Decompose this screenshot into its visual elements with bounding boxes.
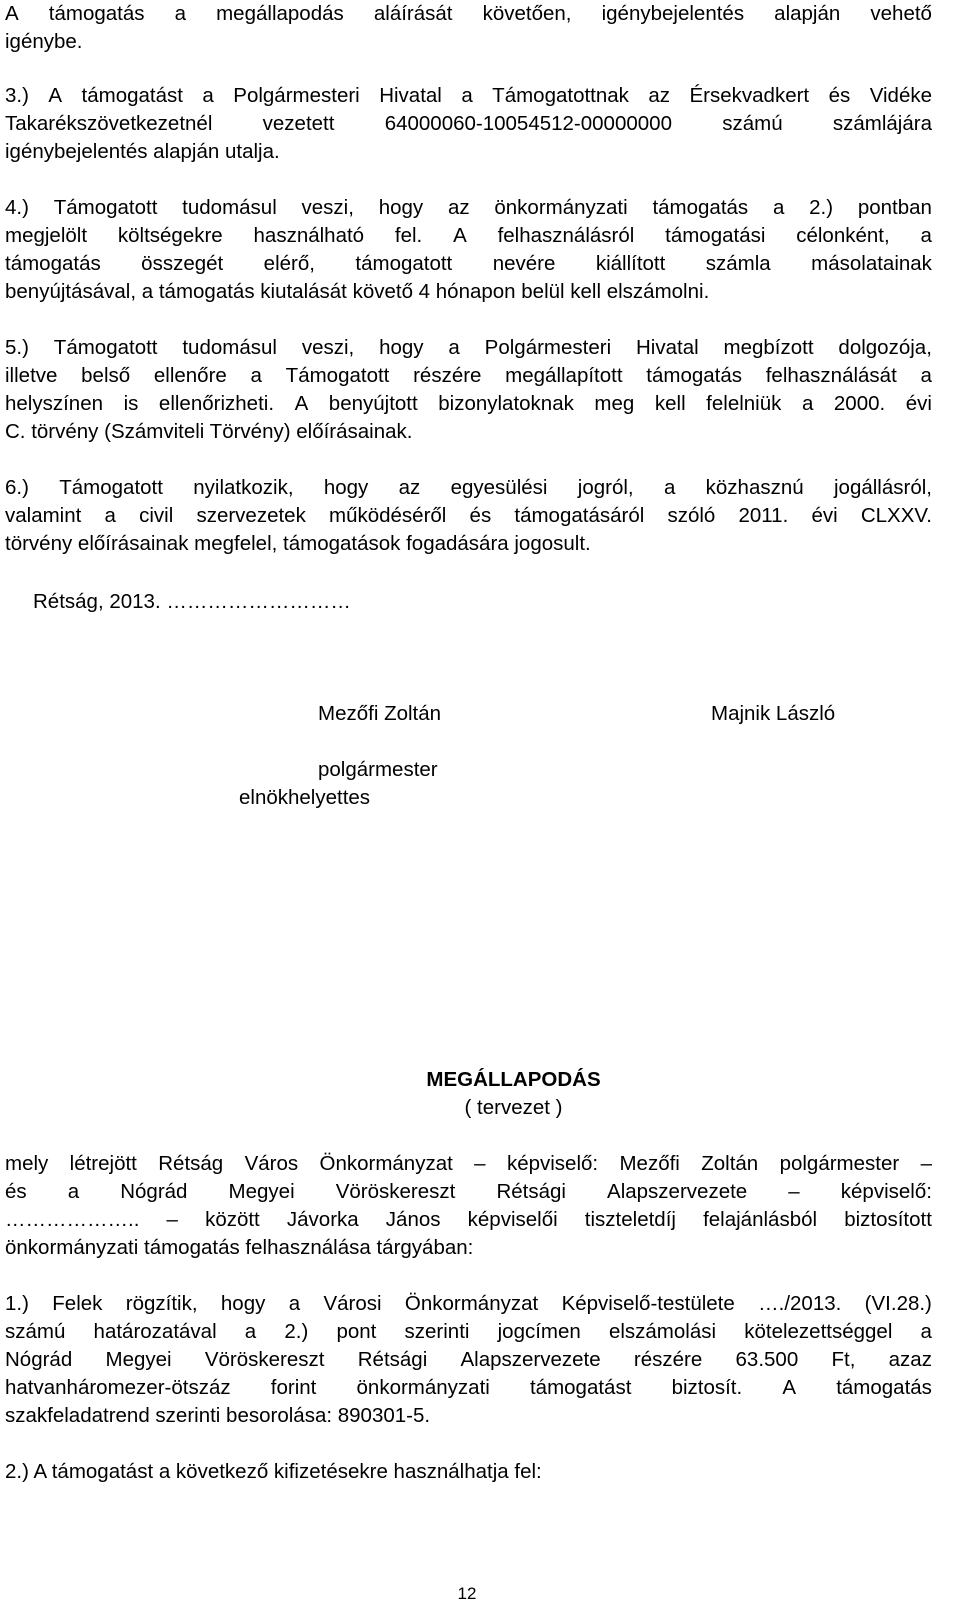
word: a — [920, 224, 932, 247]
word: Támogatottnak — [492, 84, 629, 107]
word: kell — [654, 392, 686, 415]
word: működéséről — [329, 504, 447, 527]
word: illetve — [5, 364, 58, 387]
word: a — [67, 1180, 80, 1203]
word: (VI.28.) — [864, 1292, 932, 1315]
paragraph-6 — [5, 474, 932, 558]
word: az — [447, 196, 470, 219]
word: biztosított — [844, 1208, 932, 1231]
signature-right-name: Majnik László — [711, 702, 836, 725]
word: 4.) — [5, 196, 29, 219]
word: azaz — [888, 1348, 932, 1371]
word: Érsekvadkert — [689, 84, 810, 107]
word: Képviselő-testülete — [561, 1292, 735, 1315]
word: másolatainak — [811, 252, 932, 275]
word: Vöröskereszt — [204, 1348, 325, 1371]
word: A — [294, 392, 309, 415]
word: 64000060-10054512-00000000 — [384, 112, 672, 135]
text-line — [5, 362, 932, 390]
word: Rétsági — [357, 1348, 428, 1371]
agreement-subtitle: ( tervezet ) — [464, 1096, 563, 1119]
word: tudomásul — [182, 336, 277, 359]
word: jogcímen — [497, 1320, 581, 1343]
date-line: Rétság, 2013. ……………………… — [33, 590, 351, 613]
word: határozatával — [93, 1320, 217, 1343]
text-line — [5, 82, 932, 110]
word: részére — [633, 1348, 703, 1371]
word: Megyei — [228, 1180, 295, 1203]
word: kiállított — [595, 252, 666, 275]
text-line — [5, 1150, 932, 1178]
word: képviselő: — [506, 1152, 599, 1175]
word: felhasználásról — [497, 224, 635, 247]
word: forint — [270, 1376, 317, 1399]
word: támogatást — [81, 84, 183, 107]
word: támogatás — [646, 364, 742, 387]
word: támogatási — [665, 224, 766, 247]
word: A — [782, 1376, 797, 1399]
word: 2011. — [738, 504, 789, 527]
word: is — [123, 392, 139, 415]
word: tiszteletdíj — [584, 1208, 676, 1231]
word: számú — [722, 112, 783, 135]
word: – — [788, 1180, 800, 1203]
word: vezetett — [262, 112, 335, 135]
word: Támogatott — [53, 336, 158, 359]
word: támogatást — [529, 1376, 632, 1399]
word: támogatásáról — [514, 504, 645, 527]
word: biztosít. — [671, 1376, 743, 1399]
agreement-point-2 — [5, 1458, 932, 1486]
word: hatvanháromezer-ötszáz — [5, 1376, 231, 1399]
word: Felek — [52, 1292, 103, 1315]
word: – — [166, 1208, 178, 1231]
word: a — [801, 392, 814, 415]
word: vehető — [870, 2, 932, 25]
word: ……………….. — [5, 1208, 140, 1231]
word: Takarékszövetkezetnél — [5, 112, 213, 135]
word: szervezetek — [196, 504, 306, 527]
word: Ft, — [831, 1348, 856, 1371]
signature-left-name: Mezőfi Zoltán — [318, 702, 442, 725]
word: Nógrád — [5, 1348, 73, 1371]
word: pont — [336, 1320, 377, 1343]
word: Önkormányzat — [319, 1152, 453, 1175]
word: ellenőre — [153, 364, 227, 387]
word: között — [205, 1208, 260, 1231]
word: használható — [253, 224, 365, 247]
agreement-title: MEGÁLLAPODÁS — [426, 1068, 601, 1091]
word: számú — [5, 1320, 66, 1343]
text-line: igénybe. — [5, 30, 83, 53]
word: Alapszervezete — [607, 1180, 748, 1203]
word: Rétsági — [496, 1180, 566, 1203]
page-number: 12 — [457, 1584, 477, 1603]
text-line — [5, 222, 932, 250]
word: Támogatott — [285, 364, 390, 387]
agreement-intro — [5, 1150, 932, 1262]
word: a — [663, 476, 676, 499]
word: Hivatal — [636, 336, 699, 359]
word: támogatás — [48, 2, 145, 25]
text-line: önkormányzati támogatás felhasználása tárgyában: — [5, 1236, 474, 1259]
text-line — [5, 250, 932, 278]
word: 2.) — [809, 196, 834, 219]
text-line: igénybejelentés alapján utalja. — [5, 140, 280, 163]
paragraph-4 — [5, 194, 932, 306]
word: elszámolási — [608, 1320, 717, 1343]
word: támogatás — [5, 252, 101, 275]
word: A — [453, 224, 467, 247]
word: – — [474, 1152, 486, 1175]
paragraph-3 — [5, 82, 932, 166]
word: felhasználását — [765, 364, 897, 387]
word: meg — [594, 392, 635, 415]
text-line: 2.) A támogatást a következő kifizetésekre használhatja fel: — [5, 1460, 542, 1483]
signature-right-title: elnökhelyettes — [239, 786, 371, 809]
word: a — [772, 196, 785, 219]
word: a — [288, 1292, 301, 1315]
word: tudomásul — [182, 196, 277, 219]
word: …./2013. — [758, 1292, 842, 1315]
word: a — [448, 336, 460, 359]
word: hogy — [379, 336, 424, 359]
word: alapján — [774, 2, 841, 25]
word: 6.) — [5, 476, 29, 499]
word: Vöröskereszt — [335, 1180, 456, 1203]
word: és — [5, 1180, 27, 1203]
text-line: szakfeladatrend szerinti besorolása: 890301-5. — [5, 1404, 431, 1427]
word: képviselői — [467, 1208, 558, 1231]
word: Polgármesteri — [233, 84, 360, 107]
paragraph-continuation — [5, 0, 932, 56]
word: valamint — [5, 504, 82, 527]
text-line — [5, 1206, 932, 1234]
text-line — [5, 390, 932, 418]
word: Nógrád — [120, 1180, 188, 1203]
word: aláírását — [373, 2, 453, 25]
word: mely — [5, 1152, 49, 1175]
text-line — [5, 1290, 932, 1318]
text-line — [5, 110, 932, 138]
word: kötelezettséggel — [744, 1320, 893, 1343]
word: képviselő: — [840, 1180, 932, 1203]
paragraph-5 — [5, 334, 932, 446]
word: költségekre — [117, 224, 223, 247]
word: veszi, — [301, 196, 354, 219]
word: fel. — [394, 224, 423, 247]
word: jogról, — [577, 476, 634, 499]
word: Hivatal — [379, 84, 442, 107]
word: belső — [81, 364, 131, 387]
text-line — [5, 502, 932, 530]
word: igénybejelentés — [601, 2, 745, 25]
word: 63.500 — [735, 1348, 799, 1371]
word: Polgármesteri — [484, 336, 612, 359]
word: elérő, — [263, 252, 315, 275]
text-line — [5, 1346, 932, 1374]
word: megállapított — [505, 364, 623, 387]
word: összegét — [141, 252, 224, 275]
text-line — [5, 474, 932, 502]
text-line — [5, 1374, 932, 1402]
word: 2.) — [284, 1320, 309, 1343]
word: egyesülési — [450, 476, 548, 499]
word: pontban — [857, 196, 932, 219]
word: felajánlásból — [703, 1208, 818, 1231]
word: megbízott — [723, 336, 814, 359]
word: rögzítik, — [125, 1292, 198, 1315]
word: az — [398, 476, 421, 499]
word: a — [244, 1320, 257, 1343]
word: a — [250, 364, 262, 387]
word: Alapszervezete — [460, 1348, 601, 1371]
word: önkormányzati — [356, 1376, 490, 1399]
word: bizonylatoknak — [438, 392, 574, 415]
word: az — [648, 84, 671, 107]
word: a — [461, 84, 473, 107]
text-line — [5, 1318, 932, 1346]
text-line: törvény előírásainak megfelel, támogatások fogadására jogosult. — [5, 532, 591, 555]
word: és — [469, 504, 492, 527]
word: célonként, — [796, 224, 890, 247]
word: szóló — [667, 504, 716, 527]
word: a — [920, 364, 932, 387]
word: dolgozója, — [838, 336, 932, 359]
word: támogatás — [836, 1376, 932, 1399]
word: részére — [413, 364, 482, 387]
text-line — [5, 194, 932, 222]
word: Város — [244, 1152, 299, 1175]
word: Mezőfi — [619, 1152, 680, 1175]
word: Zoltán — [701, 1152, 759, 1175]
signature-left-title: polgármester — [318, 758, 438, 781]
word: közhasznú — [705, 476, 804, 499]
word: A — [5, 2, 19, 25]
text-line: C. törvény (Számviteli Törvény) előírásainak. — [5, 420, 413, 443]
word: hogy — [220, 1292, 266, 1315]
word: János — [385, 1208, 441, 1231]
word: évi — [905, 392, 932, 415]
word: Megyei — [105, 1348, 172, 1371]
word: és — [828, 84, 851, 107]
word: ellenőrizheti. — [158, 392, 275, 415]
word: önkormányzati — [494, 196, 628, 219]
word: civil — [139, 504, 174, 527]
word: Támogatott — [59, 476, 163, 499]
word: megjelölt — [5, 224, 88, 247]
word: nevére — [492, 252, 556, 275]
word: a — [174, 2, 187, 25]
word: benyújtott — [328, 392, 418, 415]
word: megállapodás — [216, 2, 344, 25]
word: szerinti — [404, 1320, 470, 1343]
word: támogatás — [652, 196, 749, 219]
word: hogy — [323, 476, 369, 499]
word: követően, — [482, 2, 572, 25]
word: Vidéke — [869, 84, 932, 107]
word: Városi — [323, 1292, 382, 1315]
word: Rétság — [158, 1152, 224, 1175]
word: nyilatkozik, — [193, 476, 294, 499]
text-line — [5, 1178, 932, 1206]
word: CLXXV. — [860, 504, 932, 527]
word: számlájára — [832, 112, 932, 135]
word: a — [202, 84, 214, 107]
word: 5.) — [5, 336, 29, 359]
word: 3.) — [5, 84, 29, 107]
word: – — [920, 1152, 932, 1175]
word: számla — [705, 252, 771, 275]
text-line: benyújtásával, a támogatás kiutalását követő 4 hónapon belül kell elszámolni. — [5, 280, 710, 303]
word: a — [104, 504, 116, 527]
word: létrejött — [69, 1152, 137, 1175]
word: 1.) — [5, 1292, 29, 1315]
word: Jávorka — [286, 1208, 359, 1231]
word: 2000. — [833, 392, 886, 415]
word: felelniük — [706, 392, 782, 415]
word: polgármester — [779, 1152, 900, 1175]
word: hogy — [378, 196, 424, 219]
agreement-point-1 — [5, 1290, 932, 1430]
text-line — [5, 0, 932, 28]
word: évi — [811, 504, 838, 527]
word: a — [920, 1320, 932, 1343]
word: veszi, — [301, 336, 355, 359]
word: jogállásról, — [833, 476, 932, 499]
word: támogatott — [355, 252, 453, 275]
word: A — [48, 84, 63, 107]
word: Önkormányzat — [404, 1292, 539, 1315]
word: helyszínen — [5, 392, 104, 415]
word: Támogatott — [53, 196, 158, 219]
text-line — [5, 334, 932, 362]
